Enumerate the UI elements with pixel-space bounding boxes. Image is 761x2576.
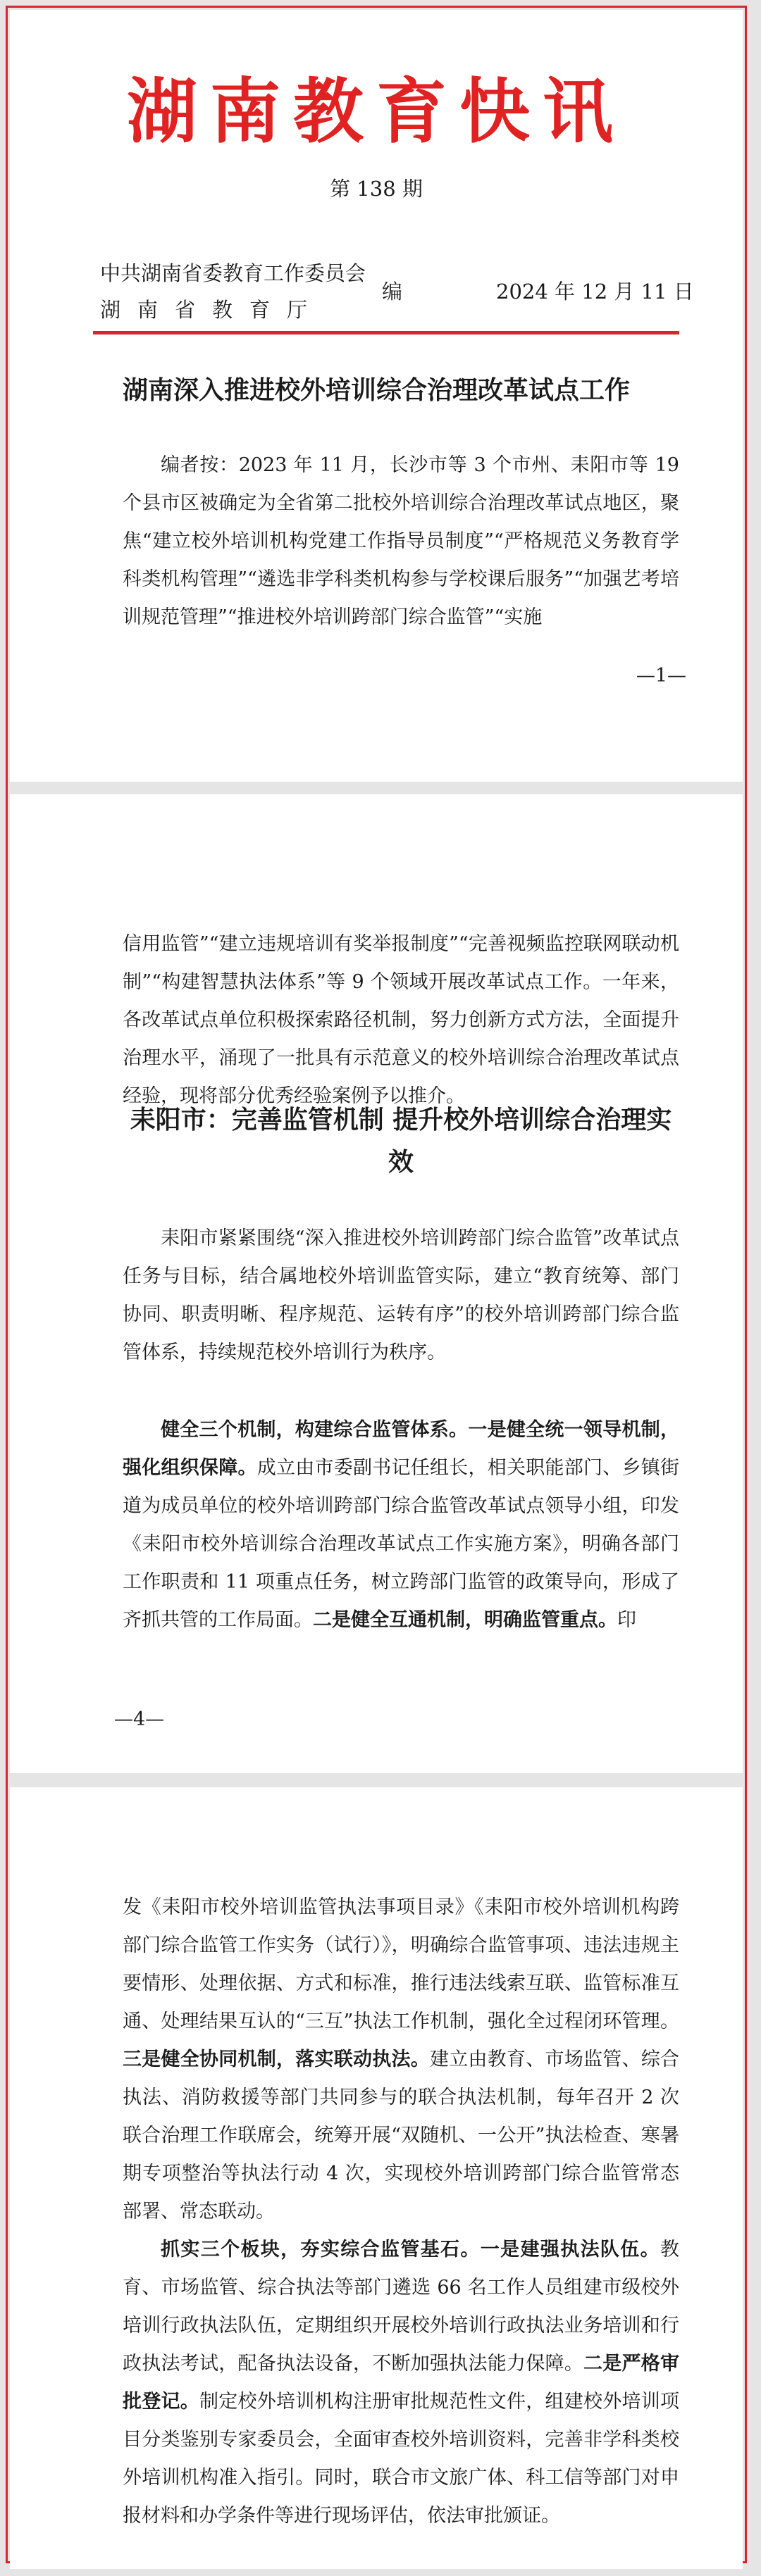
article-headline: 湖南深入推进校外培训综合治理改革试点工作 xyxy=(122,375,630,405)
page-number: —1— xyxy=(636,665,686,687)
point-coordination: 三是健全协同机制，落实联动执法。 xyxy=(123,2049,430,2070)
section-title: 耒阳市：完善监管机制 提升校外培训综合治理实效 xyxy=(130,1105,672,1177)
text-interconnect-start: 印 xyxy=(617,1609,636,1631)
point-approval: 二是严格审批登记。 xyxy=(123,2353,679,2413)
page-2 xyxy=(10,794,743,1773)
lead-heading-mechanisms: 健全三个机制，构建综合监管体系。 xyxy=(161,1419,469,1441)
publisher-edit-label: 编 xyxy=(382,280,403,304)
text-approval: 制定校外培训机构注册审批规范性文件，组建校外培训项目分类鉴别专家委员会，全面审查校外培训资料，完善非学科类校外培训机构准入指引。同时，联合市文旅广体、科工信等部门对申报材料和办学条件等进行现场评估，依法审批颁证。 xyxy=(123,2391,679,2527)
text-team: 教育、市场监管、综合执法等部门遴选 66 名工作人员组建市级校外培训行政执法队伍，定期组织开展校外培训行政执法业务培训和行政执法考试，配备执法设备，不断加强执法能力保障。 xyxy=(123,2239,680,2375)
section-body-pillars xyxy=(123,2231,679,2535)
text-interconnect-cont: 发《耒阳市校外培训监管执法事项目录》《耒阳市校外培训机构跨部门综合监管工作实务（试行）》，明确综合监管事项、违法违规主要情形、处理依据、方式和标准，推行违法线索互联、监管标准互通、处理结果互认的“三互”执法工作机制，强化全过程闭环管理。 xyxy=(123,1896,679,2032)
lead-heading-pillars: 抓实三个板块，夯实综合监管基石。 xyxy=(161,2239,481,2261)
issue-number: 第 138 期 xyxy=(330,177,423,201)
masthead-divider xyxy=(93,331,679,334)
section-body-continued xyxy=(123,1889,679,2231)
publisher-org-committee: 中共湖南省委教育工作委员会 xyxy=(100,261,366,285)
editor-note-part-2: 信用监管”“建立违规培训有奖举报制度”“完善视频监控联网联动机制”“构建智慧执法体系”等 9 个领域开展改革试点工作。一年来，各改革试点单位积极探索路径机制，努力创新方式方法，全面提升治理水平，涌现了一批具有示范意义的校外培训综合治理改革试点经验，现将部分优秀经验案例予以推介。 xyxy=(123,933,679,1107)
publisher-org-department: 湖南省教育厅 xyxy=(100,298,325,322)
editor-note-part-1: 编者按：2023 年 11 月，长沙市等 3 个市州、耒阳市等 19 个县市区被确定为全省第二批校外培训综合治理改革试点地区，聚焦“建立校外培训机构党建工作指导员制度”“严格规范义务教育学科类机构管理”“遴选非学科类机构参与学校课后服务”“加强艺考培训规范管理”“推进校外培训跨部门综合监管”“实施 xyxy=(123,454,679,628)
point-team: 一是建强执法队伍。 xyxy=(480,2239,661,2261)
publish-date: 2024 年 12 月 11 日 xyxy=(496,280,694,304)
text-leadership: 成立由市委副书记任组长，相关职能部门、乡镇街道为成员单位的校外培训跨部门综合监管改革试点领导小组，印发《耒阳市校外培训综合治理改革试点工作实施方案》，明确各部门工作职责和 11 项重点任务，树立跨部门监管的政策导向，形成了齐抓共管的工作局面。 xyxy=(123,1457,679,1631)
page-3 xyxy=(10,1787,743,2569)
masthead-title: 湖南教育快讯 xyxy=(127,70,626,153)
page-1 xyxy=(10,10,743,782)
section-intro: 耒阳市紧紧围绕“深入推进校外培训跨部门综合监管”改革试点任务与目标，结合属地校外培训监管实际，建立“教育统筹、部门协同、职责明晰、程序规范、运转有序”的校外培训跨部门综合监管体系，持续规范校外培训行为秩序。 xyxy=(123,1227,679,1363)
page-number: —4— xyxy=(114,1708,165,1730)
section-body-mechanisms xyxy=(123,1411,679,1639)
text-coordination: 建立由教育、市场监管、综合执法、消防救援等部门共同参与的联合执法机制，每年召开 2 次联合治理工作联席会，统筹开展“双随机、一公开”执法检查、寒暑期专项整治等执法行动 4 次，实现校外培训跨部门综合监管常态部署、常态联动。 xyxy=(123,2049,679,2222)
point-leadership: 一是健全统一领导机制，强化组织保障。 xyxy=(123,1419,680,1479)
point-interconnect: 二是健全互通机制，明确监管重点。 xyxy=(313,1609,617,1631)
